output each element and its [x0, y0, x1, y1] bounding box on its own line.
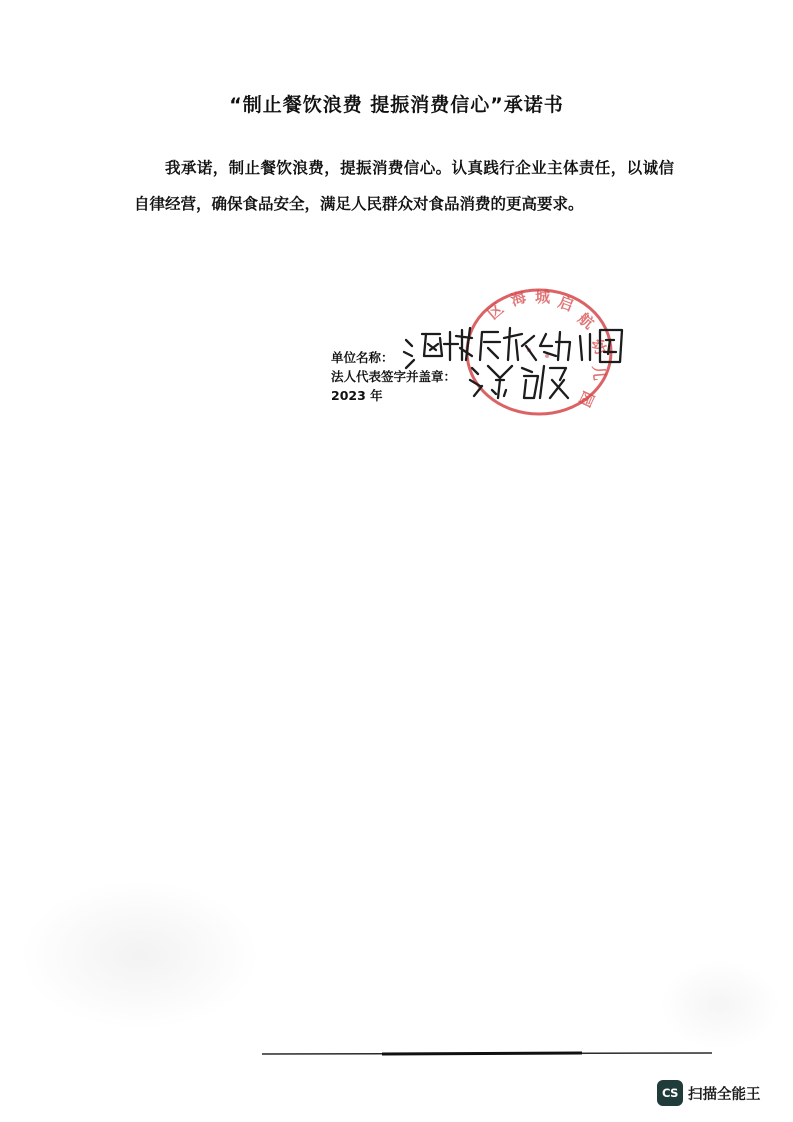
legal-representative-label: 法人代表签字并盖章： [331, 369, 457, 384]
svg-text:城: 城 [535, 288, 551, 306]
date-line [331, 386, 383, 404]
camscanner-logo-icon: CS [657, 1080, 683, 1106]
camscanner-watermark [657, 1079, 761, 1107]
handwritten-signature [400, 316, 632, 400]
page-bottom-shadow [262, 1050, 712, 1058]
svg-text:区: 区 [484, 299, 508, 324]
date-prefix: 2023 年 [331, 388, 383, 403]
camscanner-app-name: 扫描全能王 [688, 1086, 761, 1103]
svg-text:海: 海 [508, 287, 529, 310]
document-title: “制止餐饮浪费 提振消费信心”承诺书 [229, 94, 564, 116]
scan-smudge [660, 960, 780, 1050]
commitment-paragraph: 我承诺，制止餐饮浪费，提振消费信心。认真践行企业主体责任，以诚信自律经营，确保食品安全，满足人民群众对食品消费的更高要求。 [134, 159, 674, 213]
scan-smudge [20, 880, 260, 1030]
svg-text:启: 启 [555, 292, 576, 315]
unit-name-label: 单位名称： [331, 350, 394, 365]
svg-text:儿: 儿 [589, 364, 609, 382]
svg-text:园: 园 [575, 388, 598, 410]
svg-text:航: 航 [574, 309, 598, 333]
svg-text:幼: 幼 [587, 336, 611, 358]
